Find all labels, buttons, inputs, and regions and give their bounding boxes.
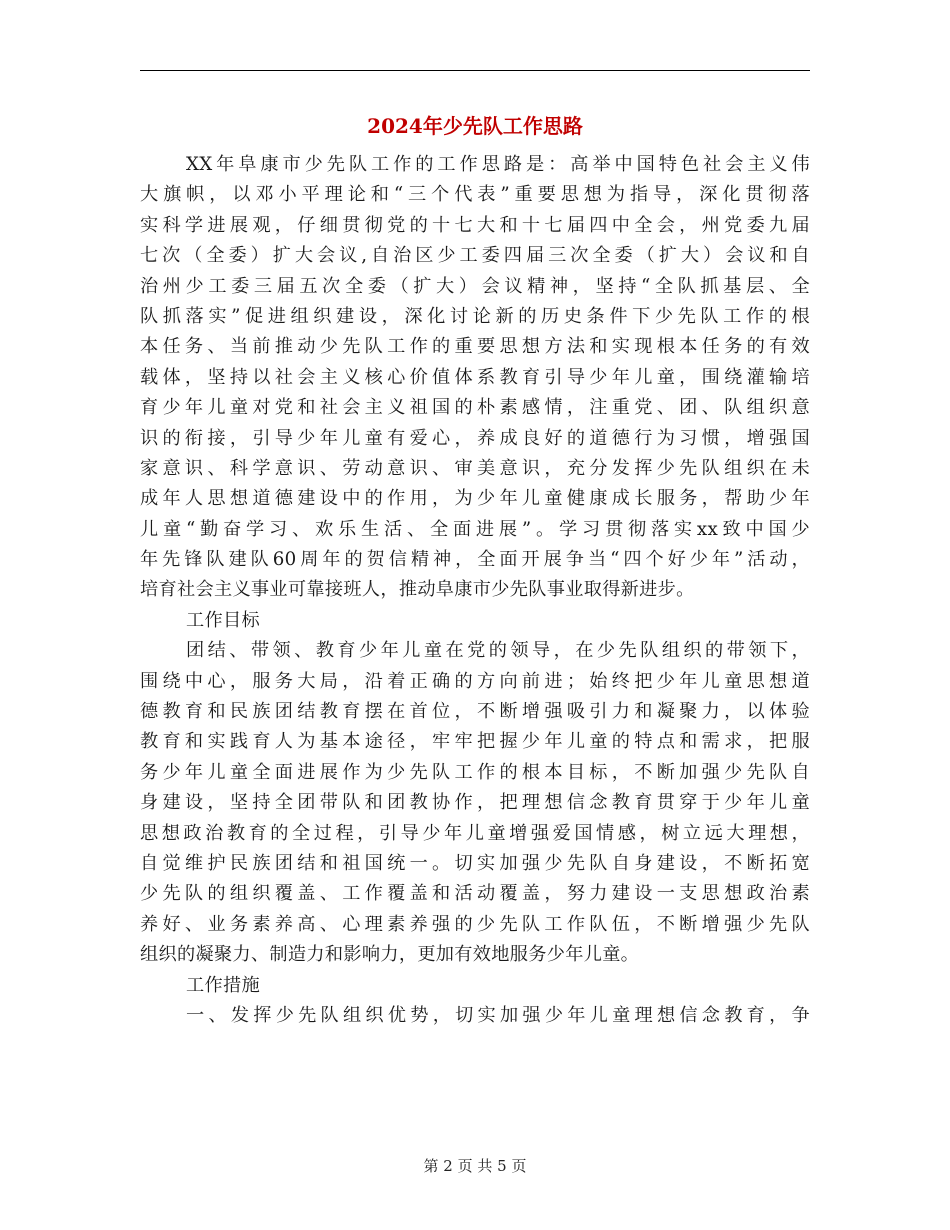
- paragraph-line: 本任务、当前推动少先队工作的重要思想方法和实现根本任务的有效: [140, 336, 810, 358]
- section-heading-measures: 工作措施: [186, 974, 260, 996]
- paragraph-line: 围绕中心，服务大局，沿着正确的方向前进；始终把少年儿童思想道: [140, 670, 810, 692]
- document-title: 2024年少先队工作思路: [367, 114, 583, 138]
- page-footer: [140, 1155, 810, 1177]
- section-heading-goals: 工作目标: [186, 609, 260, 631]
- paragraph-line: 年先锋队建队60周年的贺信精神，全面开展争当“四个好少年”活动，: [140, 549, 810, 571]
- document-body: [140, 150, 810, 1031]
- paragraph-line: 少先队的组织覆盖、工作覆盖和活动覆盖，努力建设一支思想政治素: [140, 883, 810, 905]
- paragraph-line: 身建设，坚持全团带队和团教协作，把理想信念教育贯穿于少年儿童: [140, 792, 810, 814]
- footer-suffix: 页: [511, 1157, 527, 1175]
- paragraph-line: 大旗帜，以邓小平理论和“三个代表”重要思想为指导，深化贯彻落: [140, 184, 810, 206]
- paragraph-line: 队抓落实”促进组织建设，深化讨论新的历史条件下少先队工作的根: [140, 305, 810, 327]
- header-rule: [140, 70, 810, 71]
- paragraph-line: 实科学进展观，仔细贯彻党的十七大和十七届四中全会，州党委九届: [140, 214, 810, 236]
- paragraph-line: 育少年儿童对党和社会主义祖国的朴素感情，注重党、团、队组织意: [140, 397, 810, 419]
- footer-total-pages: 5: [497, 1157, 507, 1175]
- paragraph-line: 务少年儿童全面进展作为少先队工作的根本目标，不断加强少先队自: [140, 761, 810, 783]
- paragraph-line: 载体，坚持以社会主义核心价值体系教育引导少年儿童，围绕灌输培: [140, 366, 810, 388]
- paragraph-line: 七次（全委）扩大会议,自治区少工委四届三次全委（扩大）会议和自: [140, 245, 810, 267]
- paragraph-line: 德教育和民族团结教育摆在首位，不断增强吸引力和凝聚力，以体验: [140, 701, 810, 723]
- paragraph-line: 教育和实践育人为基本途径，牢牢把握少年儿童的特点和需求，把服: [140, 731, 810, 753]
- paragraph-line: 家意识、科学意识、劳动意识、审美意识，充分发挥少先队组织在未: [140, 457, 810, 479]
- paragraph-line: 组织的凝聚力、制造力和影响力，更加有效地服务少年儿童。: [140, 944, 640, 966]
- footer-page-number: 2: [443, 1157, 453, 1175]
- paragraph-line: 一、发挥少先队组织优势，切实加强少年儿童理想信念教育，争: [186, 1004, 810, 1026]
- footer-middle: 页 共: [457, 1157, 493, 1175]
- paragraph-line: 思想政治教育的全过程，引导少年儿童增强爱国情感，树立远大理想，: [140, 822, 810, 844]
- paragraph-line: 培育社会主义事业可靠接班人，推动阜康市少先队事业取得新进步。: [140, 579, 695, 601]
- paragraph-line: 成年人思想道德建设中的作用，为少年儿童健康成长服务，帮助少年: [140, 488, 810, 510]
- paragraph-line: 识的衔接，引导少年儿童有爱心，养成良好的道德行为习惯，增强国: [140, 427, 810, 449]
- footer-prefix: 第: [423, 1157, 439, 1175]
- paragraph-line: 团结、带领、教育少年儿童在党的领导，在少先队组织的带领下，: [186, 640, 810, 662]
- paragraph-line: 养好、业务素养高、心理素养强的少先队工作队伍，不断增强少先队: [140, 913, 810, 935]
- paragraph-line: 自觉维护民族团结和祖国统一。切实加强少先队自身建设，不断拓宽: [140, 852, 810, 874]
- paragraph-line: 治州少工委三届五次全委（扩大）会议精神，坚持“全队抓基层、全: [140, 275, 810, 297]
- paragraph-line: XX年阜康市少先队工作的工作思路是：高举中国特色社会主义伟: [186, 154, 810, 175]
- paragraph-line: 儿童“勤奋学习、欢乐生活、全面进展”。学习贯彻落实xx致中国少: [140, 518, 810, 540]
